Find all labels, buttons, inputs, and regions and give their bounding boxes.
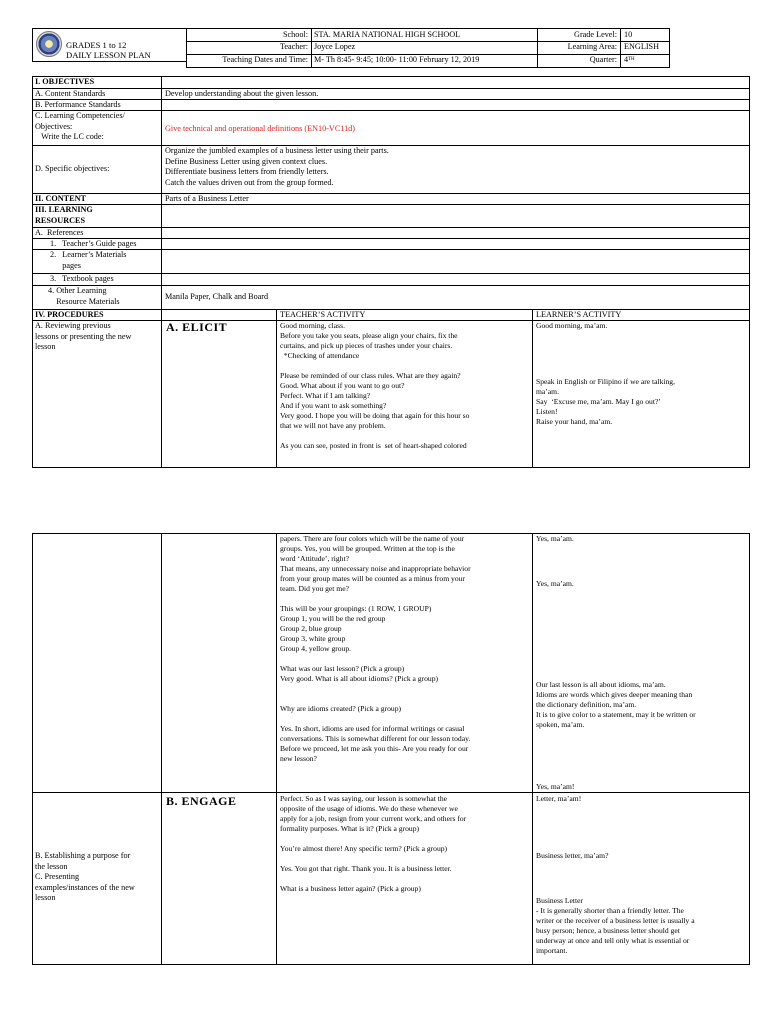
specific-objectives-value: Organize the jumbled examples of a business letter using their parts. Define Business Letter using given context clues. Differentiate business letters from friendly letters. Catch the values driven out from the group formed.	[165, 146, 389, 187]
deped-seal-icon	[36, 31, 62, 57]
engage-heading: B. ENGAGE	[166, 794, 237, 808]
learner-activity-part3a: Letter, ma’am!	[536, 794, 582, 803]
content-standards-label: A. Content Standards	[35, 89, 106, 98]
header-title-line2: DAILY LESSON PLAN	[66, 50, 151, 60]
school-label: School:	[282, 30, 308, 39]
grade-value: 10	[624, 30, 633, 39]
teacher-activity-part3: Perfect. So as I was saying, our lesson is somewhat the opposite of the usage of idioms. We do these whenever we apply for a job, resign from your current work, and others for formality purposes. What is it? (Pick a group) You’re almost there! Any specific term? (Pick a group) Yes. You got that right. Thank you. It is a business letter. What is a business letter again? (Pick a group)	[280, 794, 467, 893]
learner-activity-part2a: Yes, ma’am.	[536, 534, 574, 543]
learner-activity-part1a: Good morning, ma’am.	[536, 321, 608, 330]
quarter-value: 4ᵀᴴ	[624, 55, 635, 64]
objectives-heading: I. OBJECTIVES	[35, 77, 95, 86]
dates-value: M- Th 8:45- 9:45; 10:00- 11:00 February 12, 2019	[314, 55, 480, 64]
area-label: Learning Area:	[567, 42, 617, 51]
procedure-a-label: A. Reviewing previous lessons or presenting the new lesson	[35, 321, 132, 352]
content-standards-value: Develop understanding about the given lesson.	[165, 89, 319, 98]
quarter-label: Quarter:	[589, 55, 617, 64]
textbook-label: 3. Textbook pages	[50, 274, 114, 283]
school-value: STA. MARIA NATIONAL HIGH SCHOOL	[314, 30, 461, 39]
teacher-label: Teacher:	[279, 42, 308, 51]
competencies-label: C. Learning Competencies/ Objectives: Write the LC code:	[35, 111, 125, 142]
procedures-heading: IV. PROCEDURES	[35, 310, 104, 319]
content-heading: II. CONTENT	[35, 194, 86, 203]
other-resources-label: 4. Other Learning Resource Materials	[48, 286, 120, 306]
competencies-value: Give technical and operational definitions (EN10-VC11d)	[165, 124, 355, 133]
learner-activity-part3c: Business Letter - It is generally shorter than a friendly letter. The writer or the receiver of a business letter is usually a busy person; hence, a business letter should get underway at once and tell only what is essential or important.	[536, 896, 695, 955]
grade-label: Grade Level:	[574, 30, 617, 39]
specific-objectives-label: D. Specific objectives:	[35, 164, 110, 173]
learner-activity-part3b: Business letter, ma’am?	[536, 851, 609, 860]
learner-activity-part2d: Yes, ma’am!	[536, 782, 575, 791]
area-value: ENGLISH	[624, 42, 660, 51]
resources-heading: III. LEARNING RESOURCES	[35, 205, 93, 225]
teacher-activity-part1: Good morning, class. Before you take you seats, please align your chairs, fix the curtains, and pick up pieces of trashes under your chairs. *Checking of attendance Please be reminded of our class rules. What are they again? Good. What about if you want to go out? Perfect. What if I am talking? And if you want to ask something? Very good. I hope you will be doing that again for this hour so that we will not have any problem. As you can see, posted in front is set of heart-shaped colored	[280, 321, 470, 450]
teacher-value: Joyce Lopez	[314, 42, 356, 51]
other-resources-value: Manila Paper, Chalk and Board	[165, 292, 269, 301]
teacher-activity-part2: papers. There are four colors which will be the name of your groups. Yes, you will be grouped. Written at the top is the word ‘Attitude’, right? That means, any unnecessary noise and inappropriate behavior from your group mates will be counted as a minus from your team. Did you get me? This will be your groupings: (1 ROW, 1 GROUP) Group 1, you will be the red group Group 2, blue group Group 3, white group Group 4, yellow group. What was our last lesson? (Pick a group) Very good. What is all about idioms? (Pick a group) Why are idioms created? (Pick a group) Yes. In short, idioms are used for informal writings or casual conversations. This is somewhat different for our lesson today. Before we proceed, let me ask you this- Are you ready for our new lesson?	[280, 534, 471, 763]
learner-activity-header: LEARNER’S ACTIVITY	[536, 310, 622, 319]
performance-standards-label: B. Performance Standards	[35, 100, 121, 109]
procedure-b-label: B. Establishing a purpose for the lesson C. Presenting examples/instances of the new lesson	[35, 851, 135, 903]
teacher-activity-header: TEACHER’S ACTIVITY	[280, 310, 366, 319]
learner-activity-part2b: Yes, ma’am.	[536, 579, 574, 588]
learner-activity-part1b: Speak in English or Filipino if we are talking, ma’am. Say ‘Excuse me, ma’am. May I go out?’ Listen! Raise your hand, ma’am.	[536, 377, 675, 426]
learner-activity-part2c: Our last lesson is all about idioms, ma’am. Idioms are words which gives deeper meaning than the dictionary definition, ma’am. It is to give color to a statement, may it be written or spoken, ma’am.	[536, 680, 696, 729]
header-title-line1: GRADES 1 to 12	[66, 40, 127, 50]
learners-materials-label: 2. Learner’s Materials pages	[50, 250, 127, 270]
dates-label: Teaching Dates and Time:	[222, 55, 308, 64]
elicit-heading: A. ELICIT	[166, 320, 228, 334]
references-label: A. References	[35, 228, 84, 237]
teachers-guide-label: 1. Teacher’s Guide pages	[50, 239, 137, 248]
content-value: Parts of a Business Letter	[165, 194, 249, 203]
